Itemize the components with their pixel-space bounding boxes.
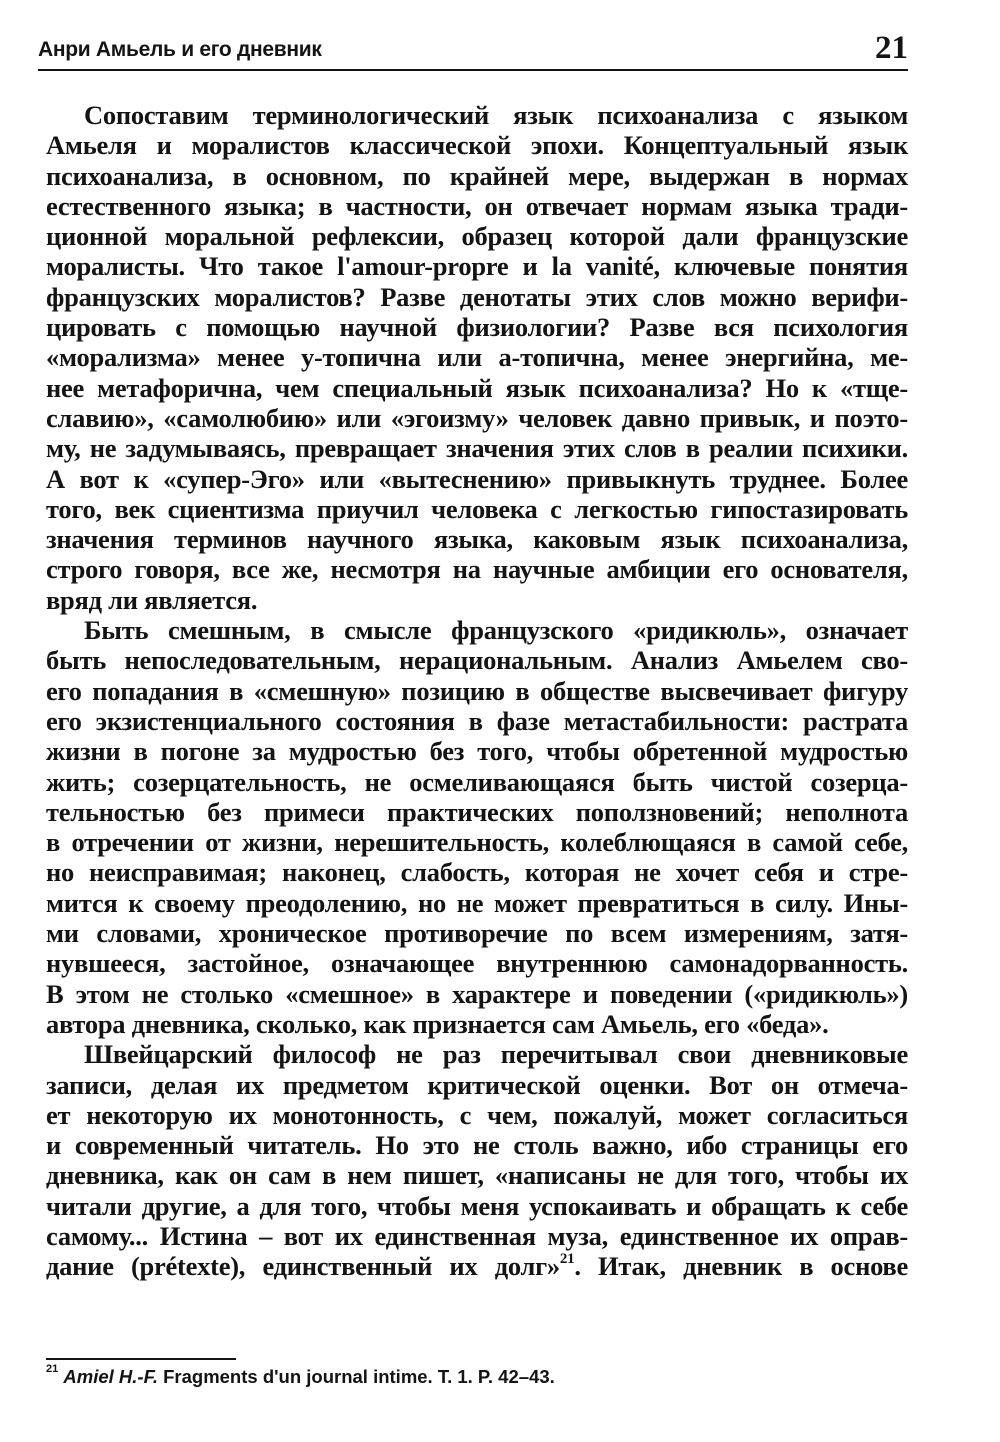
text-line: его экзистенциального состояния в фазе метастабильности: растрата bbox=[46, 705, 908, 736]
footnote-marker: 21 bbox=[46, 1362, 59, 1375]
page-number: 21 bbox=[875, 30, 908, 66]
text-line: Сопоставим терминологический язык психоанализа с языком bbox=[84, 100, 908, 130]
text-line: ционной моральной рефлексии, образец которой дали французские bbox=[46, 221, 908, 252]
text-line: психоанализа, в основном, по крайней мере, выдержан в нормах bbox=[46, 160, 908, 191]
header-rule bbox=[38, 69, 908, 71]
text-line: французских моралистов? Разве денотаты этих слов можно верифи- bbox=[46, 281, 908, 312]
text-fragment: дание (prétexte), единственный их долг» bbox=[46, 1251, 560, 1282]
text-line: значения терминов научного языка, каковым язык психоанализа, bbox=[46, 524, 908, 555]
text-line: того, век сциентизма приучил человека с легкостью гипостазировать bbox=[46, 493, 908, 524]
text-line: А вот к «супер-Эго» или «вытеснению» привыкнуть труднее. Более bbox=[46, 463, 908, 494]
footnote-rule bbox=[46, 1358, 236, 1360]
text-line: строго говоря, все же, несмотря на научные амбиции его основателя, bbox=[46, 554, 908, 585]
text-line: читали другие, а для того, чтобы меня успокаивать и обращать к себе bbox=[46, 1190, 908, 1221]
paragraph-1 bbox=[46, 100, 908, 615]
text-line: записи, делая их предметом критической оценки. Вот он отмеча- bbox=[46, 1069, 908, 1100]
text-line: моралисты. Что такое l'amour-propre и la vanité, ключевые понятия bbox=[46, 251, 908, 282]
text-line: и современный читатель. Но это не столь важно, ибо страницы его bbox=[46, 1130, 908, 1161]
footnote-ref[interactable]: 21 bbox=[559, 1251, 575, 1268]
text-fragment: . Итак, дневник в основе bbox=[574, 1251, 908, 1282]
text-line: естественного языка; в частности, он отвечает нормам языка тради- bbox=[46, 190, 908, 221]
text-line: автора дневника, сколько, как признается сам Амьель, его «беда». bbox=[46, 1008, 829, 1039]
text-line: ми словами, хроническое противоречие по всем измерениям, затя- bbox=[46, 918, 908, 949]
text-line: ет некоторую их монотонность, с чем, пожалуй, может согласиться bbox=[46, 1099, 908, 1130]
text-line: в отречении от жизни, нерешительность, колеблющаяся в самой себе, bbox=[46, 827, 908, 858]
footnote bbox=[46, 1362, 555, 1388]
footnote-text: Fragments d'un journal intime. T. 1. P. 42–43. bbox=[163, 1366, 555, 1387]
text-line: нувшееся, застойное, означающее внутреннюю самонадорванность. bbox=[46, 948, 908, 979]
text-line: жить; созерцательность, не осмеливающаяся быть чистой созерца- bbox=[46, 766, 908, 797]
text-line: му, не задумываясь, превращает значения этих слов в реалии психики. bbox=[46, 433, 908, 464]
text-line: быть непоследовательным, нерациональным. Анализ Амьелем сво- bbox=[46, 645, 908, 676]
text-line: тельностью без примеси практических поползновений; неполнота bbox=[46, 796, 908, 827]
text-line: жизни в погоне за мудростью без того, чтобы обретенной мудростью bbox=[46, 736, 908, 767]
text-line: нее метафорична, чем специальный язык психоанализа? Но к «тще- bbox=[46, 372, 908, 403]
text-line: самому... Истина – вот их единственная муза, единственное их оправ- bbox=[46, 1220, 908, 1251]
text-line bbox=[46, 1251, 908, 1281]
text-line: Быть смешным, в смысле французского «ридикюль», означает bbox=[84, 615, 908, 646]
text-line: «морализма» менее у-топична или а-топична, менее энергийна, ме- bbox=[46, 342, 908, 373]
paragraph-3 bbox=[46, 1039, 908, 1281]
text-line: Швейцарский философ не раз перечитывал свои дневниковые bbox=[84, 1039, 908, 1070]
running-title: Анри Амьель и его дневник bbox=[38, 38, 322, 61]
text-line: В этом не столько «смешное» в характере и поведении («ридикюль») bbox=[46, 978, 908, 1009]
text-line: дневника, как он сам в нем пишет, «написаны не для того, чтобы их bbox=[46, 1160, 908, 1191]
text-line: его попадания в «смешную» позицию в обществе высвечивает фигуру bbox=[46, 675, 908, 706]
paragraph-2 bbox=[46, 615, 908, 1039]
text-line: Амьеля и моралистов классической эпохи. Концептуальный язык bbox=[46, 130, 908, 161]
text-line: но неисправимая; наконец, слабость, которая не хочет себя и стре- bbox=[46, 857, 908, 888]
text-line: славию», «самолюбию» или «эгоизму» человек давно привык, и поэто- bbox=[46, 402, 908, 433]
text-line: вряд ли является. bbox=[46, 584, 258, 615]
text-line: мится к своему преодолению, но не может превратиться в силу. Ины- bbox=[46, 887, 908, 918]
body-text bbox=[46, 100, 908, 1282]
page-header bbox=[38, 28, 908, 68]
text-line: цировать с помощью научной физиологии? Разве вся психология bbox=[46, 312, 908, 343]
footnote-author: Amiel H.-F. bbox=[63, 1366, 158, 1387]
